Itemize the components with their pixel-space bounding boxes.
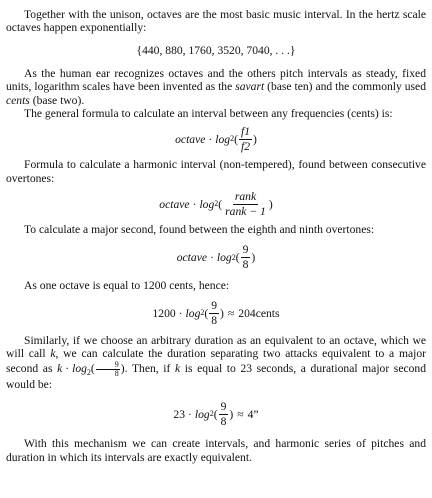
eq3-fraction — [223, 191, 268, 218]
eq4-fraction — [241, 244, 251, 271]
eq2-numerator: f1 — [240, 124, 250, 138]
p7-base: 2 — [86, 368, 91, 378]
eq5-fraction — [209, 300, 219, 327]
equation-hertz-series — [0, 41, 432, 61]
eq4-octave: octave — [176, 251, 207, 265]
equation-duration-result: 23 · log 2 ( $\frac{9}{8}$ ) ≈ 4” — [173, 399, 259, 428]
paragraph-octaves-intro: Together with the unison, octaves are the most basic music interval. In the hertz scale octaves happen exponentially: — [6, 8, 426, 35]
eq6-lead: 23 — [173, 407, 185, 421]
p7-inline-fraction — [96, 361, 120, 378]
eq5-numerator: 9 — [211, 298, 218, 312]
p7-d: is equal to 23 seconds, a durational major second would be: — [6, 362, 427, 391]
hertz-series-text: {440, 880, 1760, 3520, 7040, . . .} — [136, 44, 296, 58]
p7-k2: k — [57, 362, 63, 376]
eq3-octave: octave — [159, 197, 190, 211]
equation-general-interval: octave · log 2 ( $\frac{f1}{f2}$ ) — [175, 124, 257, 153]
eq2-octave: octave — [175, 132, 206, 146]
paragraph-harmonic-formula: Formula to calculate a harmonic interval (non-tempered), found between consecutive overtones: — [6, 158, 426, 185]
equation-cents-result: 1200 · log 2 ( $\frac{9}{8}$ ) ≈ 204cents — [152, 298, 280, 327]
equation-harmonic-interval: octave · log 2 ( $\frac{\text{rank}}{\text{rank − 1}}$ ) — [159, 189, 273, 218]
paragraph-log-scales-a: As the human ear recognizes octaves and the others pitch intervals as steady, fixed units, logarithm scales have been invented as the — [6, 66, 426, 94]
p7-log: log — [72, 362, 87, 376]
eq6-numerator: 9 — [220, 399, 227, 413]
p7-numerator: 9 — [96, 361, 120, 370]
paragraph-log-scales-b: (base ten) and the commonly used — [264, 80, 426, 94]
equation-major-second: octave · log 2 ( $\frac{9}{8}$ ) — [176, 243, 256, 272]
eq3-denominator: rank − 1 — [225, 204, 266, 218]
eq6-denominator: 8 — [220, 414, 227, 428]
savart-term: savart — [235, 80, 265, 94]
paragraph-duration-equivalent: Similarly, if we choose an arbitrary duration as an equivalent to an octave, which we will call k, we can calculate the duration separating two attacks equivalent to a major second as $k \cdot \log_2$( $\frac{9}{8}$ ). Then, if k is equal to 23 seconds, a durational major second would be: — [6, 334, 427, 391]
eq2-denominator: f2 — [240, 139, 250, 153]
eq4-log: log — [216, 251, 232, 265]
eq6-fraction — [219, 401, 229, 428]
eq6-result: 4” — [247, 407, 259, 421]
eq5-result: 204cents — [238, 306, 280, 320]
p7-k3: k — [174, 362, 181, 376]
cents-term: cents — [6, 93, 30, 107]
p7-c: . Then, if — [124, 362, 175, 376]
eq5-log: log — [185, 306, 201, 320]
paragraph-log-scales — [0, 67, 432, 107]
eq3-numerator: rank — [234, 189, 257, 203]
paragraph-conclusion: With this mechanism we can create intervals, and harmonic series of pitches and duration in which its intervals are exactly equivalent. — [6, 437, 426, 464]
eq6-log: log — [194, 407, 210, 421]
p7-k1: k — [50, 347, 56, 361]
eq5-lead: 1200 — [152, 306, 176, 320]
eq4-denominator: 8 — [242, 258, 249, 272]
p7-a: Similarly, if we choose an arbitrary duration as an equivalent to an octave, which we will call — [6, 334, 426, 361]
eq5-denominator: 8 — [211, 313, 218, 327]
paragraph-octave-cents: As one octave is equal to 1200 cents, hence: — [24, 278, 230, 292]
eq4-numerator: 9 — [242, 243, 249, 257]
p7-denominator: 8 — [114, 368, 119, 378]
paragraph-major-second: To calculate a major second, found between the eighth and ninth overtones: — [24, 223, 375, 237]
paragraph-log-scales-c: (base two). — [29, 93, 85, 107]
eq2-log: log — [215, 132, 231, 146]
paragraph-general-formula: The general formula to calculate an interval between any frequencies (cents) is: — [24, 107, 393, 121]
p7-b: , we can calculate the duration separating two attacks equivalent to a major second as — [6, 347, 426, 376]
eq2-fraction — [239, 126, 252, 153]
eq3-log: log — [199, 197, 215, 211]
